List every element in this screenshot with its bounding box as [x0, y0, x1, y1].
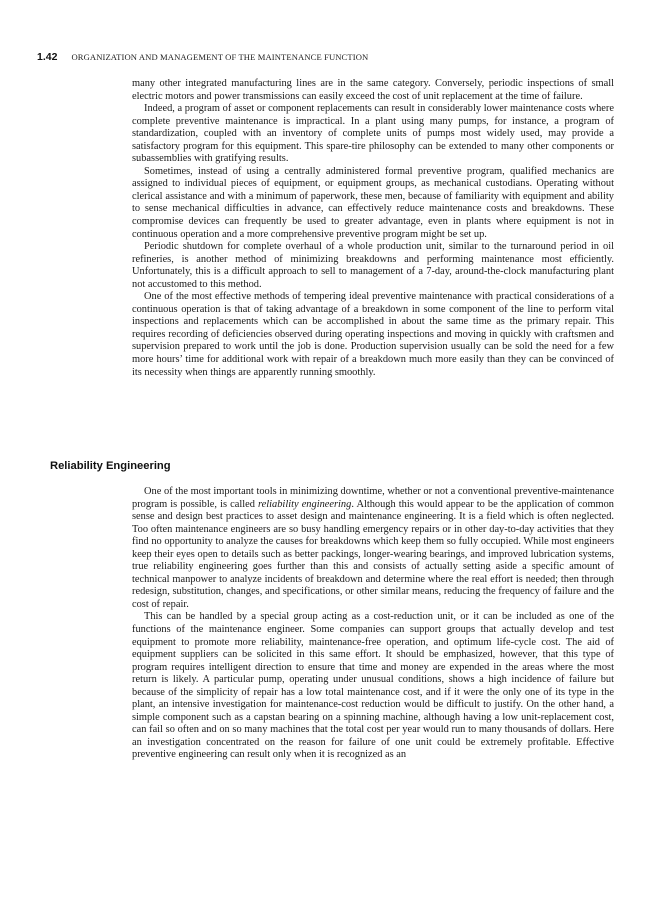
emphasized-term: reliability engineering: [258, 498, 352, 510]
body-text-section: [132, 486, 614, 762]
paragraph-text: . Although this would appear to be the application of common sense and design best practices to asset design and maintenance engineering. It is a field which is often neglected. Too often maintenance engineers are so busy handling emergency repairs or in other day-to-day activities that they find no opportunity to analyze the causes for breakdowns which keep them so fully occupied. While most engineers keep their eyes open to details such as better packings, longer-wearing bearings, and improved lubrication systems, true reliability engineering goes further than this and consists of actually setting aside a specific amount of technical manpower to analyze incidents of breakdown and determine where the real effort is needed; then through redesign, substitution, changes, and specifications, or other similar means, reducing the frequency of failure and the cost of repair.: [132, 498, 614, 610]
body-text-top: [132, 78, 614, 379]
paragraph-mechanical-custodians: Sometimes, instead of using a centrally administered formal preventive program, qualified mechanics are assigned to individual pieces of equipment, or equipment groups, as mechanical custodians. Operating without clerical assistance and with a minimum of paperwork, these men, because of familiarity with equipment and ability to sense mechanical difficulties in advance, can effectively reduce maintenance costs and breakdowns. These compromise devices can frequently be used to greater advantage, even in plants where equipment is not in continuous operation and a more comprehensive preventive program might be set up.: [132, 165, 614, 240]
paragraph-reliability-intro: [132, 486, 614, 611]
paragraph-breakdown-advantage: One of the most effective methods of tempering ideal preventive maintenance with practical considerations of a continuous operation is that of taking advantage of a breakdown in some component of the line to perform vital inspections and replacements which can be accomplished in about the same time as the primary repair. This requires recording of deficiencies observed during operating inspections and moving in quickly with craftsmen and supervision prepared to work until the job is done. Production supervision usually can be sold the need for a few more hours’ time for additional work with repair of a breakdown much more easily than they can be convinced of its necessity when things are apparently running smoothly.: [132, 291, 614, 378]
paragraph-cost-reduction: This can be handled by a special group acting as a cost-reduction unit, or it can be included as one of the functions of the maintenance engineer. Some companies can support groups that actually develop and test equipment to promote more reliability, maintenance-free operation, and optimum life-cycle cost. The aid of equipment suppliers can be solicited in this same effort. It should be emphasized, however, that this type of program requires intelligent direction to ensure that time and money are expended in the areas where the most return is likely. A particular pump, operating under unusual conditions, shows a high incidence of failure but because of the simplicity of repair has a low total maintenance cost, and if it were the only one of its type in the plant, an intensive investigation for maintenance-cost reduction would be difficult to justify. On the other hand, a simple component such as a capstan bearing on a spinning machine, although having a low unit-replacement cost, can fail so often and on so many machines that the total cost per year would run to many thousands of dollars. Here an investigation concentrated on the reason for failure of one unit could be extremely profitable. Effective preventive engineering can result only when it is recognized as an: [132, 611, 614, 761]
paragraph-text: One of the most important tools in minimizing downtime, whether or not a conventional preventive-maintenance program is possible, is called: [132, 486, 614, 510]
section-heading: Reliability Engineering: [50, 460, 171, 472]
page-number: 1.42: [37, 51, 58, 63]
paragraph-continued: many other integrated manufacturing lines are in the same category. Conversely, periodic inspections of small electric motors and power transmissions can easily exceed the cost of unit replacement at the time of failure.: [132, 78, 614, 102]
running-title: ORGANIZATION AND MANAGEMENT OF THE MAINTENANCE FUNCTION: [71, 52, 369, 62]
running-header: [37, 47, 627, 61]
paragraph-component-replacement: Indeed, a program of asset or component replacements can result in considerably lower maintenance costs where complete preventive maintenance is impractical. In a plant using many pumps, for instance, a program of standardization, coupled with an inventory of complete units of pumps most widely used, may provide a satisfactory program for this equipment. This spare-tire philosophy can be extended to many other components or subassemblies with gratifying results.: [132, 103, 614, 165]
paragraph-periodic-shutdown: Periodic shutdown for complete overhaul of a whole production unit, similar to the turnaround period in oil refineries, is another method of minimizing breakdowns and performing maintenance most efficiently. Unfortunately, this is a difficult approach to sell to management of a 7-day, around-the-clock manufacturing plant not accustomed to this method.: [132, 241, 614, 290]
